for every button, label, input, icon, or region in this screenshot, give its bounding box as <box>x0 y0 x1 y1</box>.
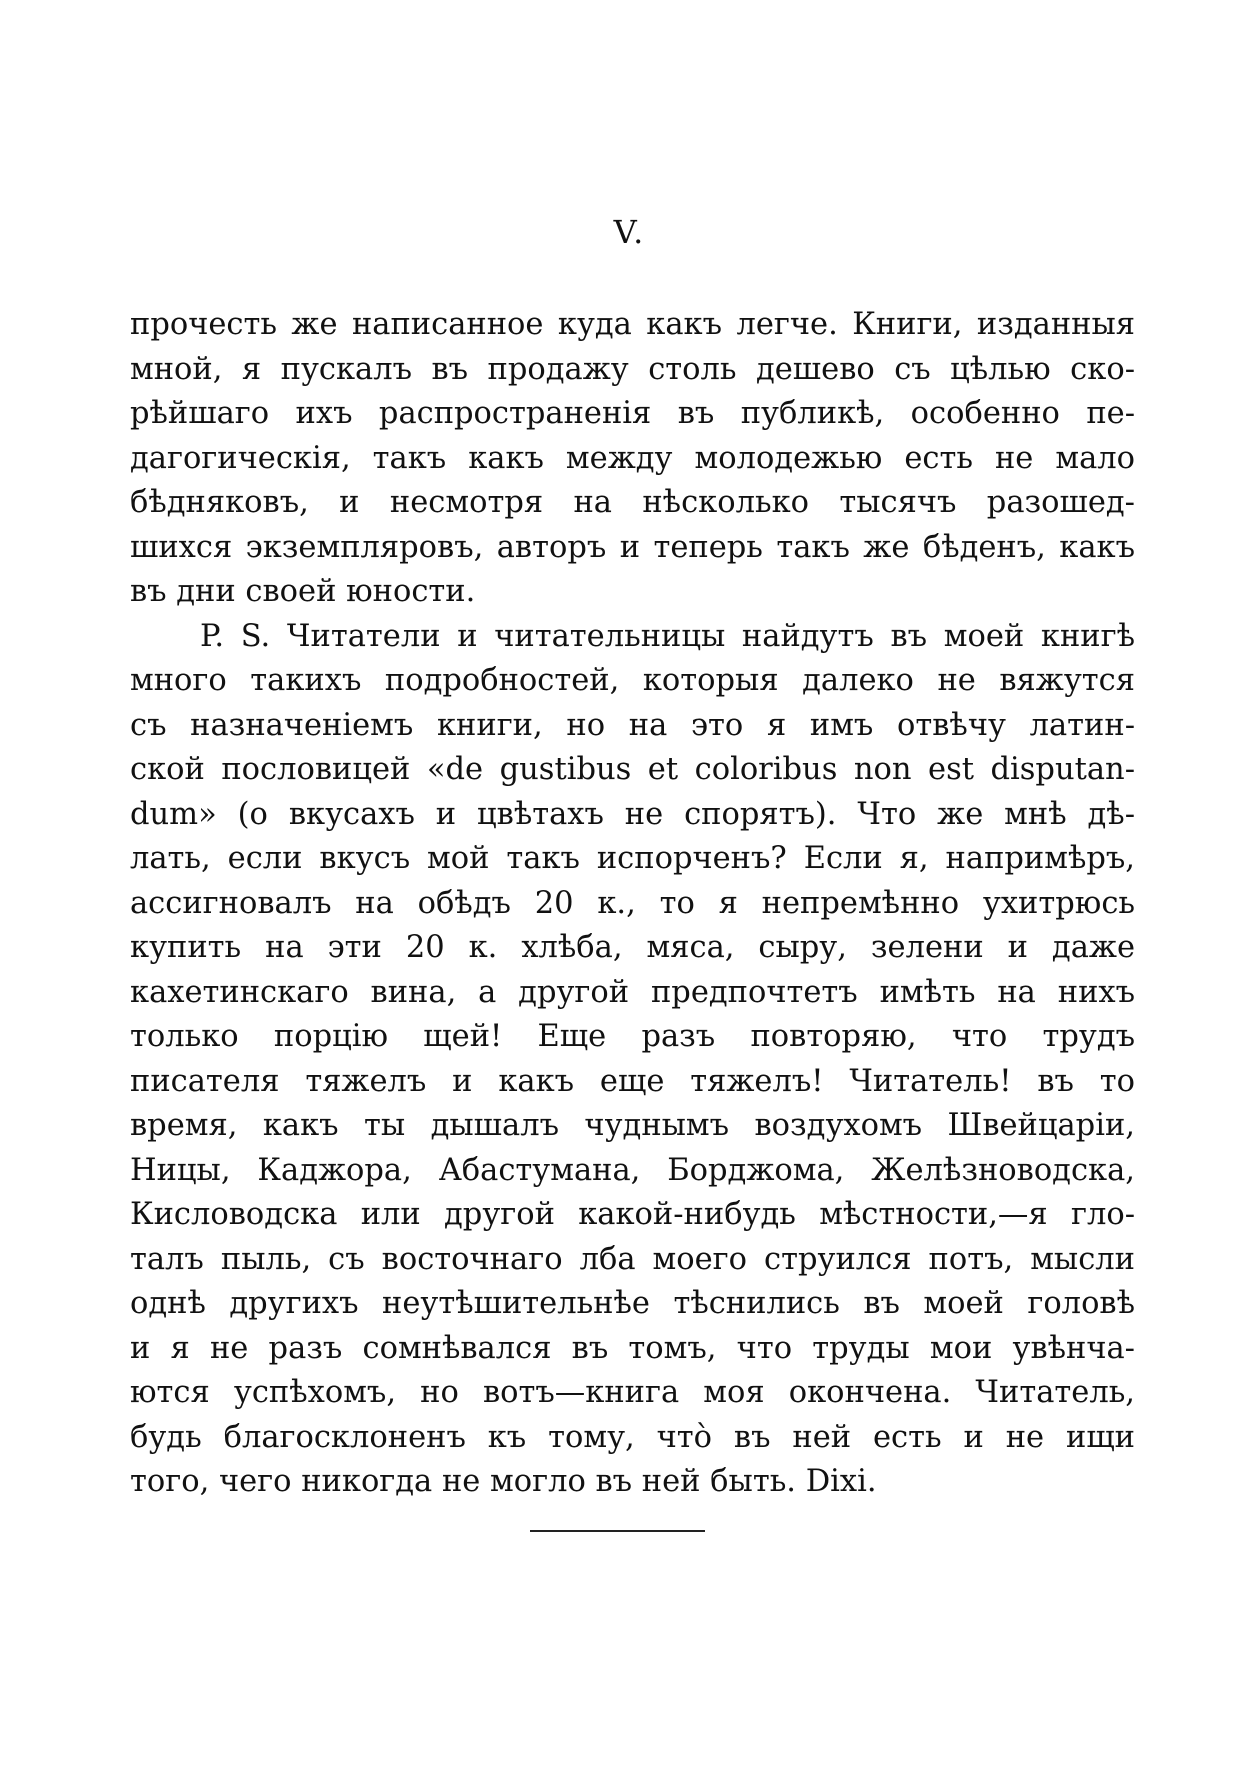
text-line: dum» (о вкусахъ и цвѣтахъ не спорятъ). Что же мнѣ дѣ- <box>130 796 1135 832</box>
text-line: того, чего никогда не могло въ ней быть. Dixi. <box>130 1464 877 1499</box>
text-line: Кисловодска или другой какой-нибудь мѣстности,—я гло- <box>130 1197 1135 1232</box>
text-line: бѣдняковъ, и несмотря на нѣсколько тысячъ разошед- <box>130 485 1135 520</box>
text-line: прочесть же написанное куда какъ легче. Книги, изданныя <box>130 307 1135 342</box>
text-line: въ дни своей юности. <box>130 574 476 609</box>
text-line: талъ пыль, съ восточнаго лба моего струился потъ, мысли <box>130 1241 1135 1277</box>
text-line: лать, если вкусъ мой такъ испорченъ? Если я, напримѣръ, <box>130 841 1135 876</box>
body-text <box>130 303 1135 1505</box>
text-line: ассигновалъ на обѣдъ 20 к., то я непремѣнно ухитрюсь <box>130 885 1135 921</box>
text-line: и я не разъ сомнѣвался въ томъ, что труды мои увѣнча- <box>130 1330 1135 1366</box>
text-line: будь благосклоненъ къ тому, что̀ въ ней есть и не ищи <box>130 1419 1135 1455</box>
text-line: ской пословицей «de gustibus et coloribus non est disputan- <box>130 752 1135 787</box>
text-line: дагогическія, такъ какъ между молодежью есть не мало <box>130 440 1135 476</box>
text-line: ются успѣхомъ, но вотъ—книга моя окончена. Читатель, <box>130 1375 1135 1410</box>
page-number: V. <box>613 213 646 251</box>
text-line: однѣ другихъ неутѣшительнѣе тѣснились въ моей головѣ <box>130 1286 1135 1321</box>
text-line: писателя тяжелъ и какъ еще тяжелъ! Читатель! въ то <box>130 1063 1135 1099</box>
text-line: Ницы, Каджора, Абастумана, Борджома, Желѣзноводска, <box>130 1152 1135 1188</box>
text-line: рѣйшаго ихъ распространенія въ публикѣ, особенно пе- <box>130 396 1135 431</box>
text-line: купить на эти 20 к. хлѣба, мяса, сыру, зелени и даже <box>130 930 1135 965</box>
text-line: мной, я пускалъ въ продажу столь дешево съ цѣлью ско- <box>130 351 1135 387</box>
text-line: P. S. Читатели и читательницы найдутъ въ моей книгѣ <box>200 618 1135 654</box>
text-line: съ назначеніемъ книги, но на это я имъ отвѣчу латин- <box>130 707 1135 743</box>
text-line: шихся экземпляровъ, авторъ и теперь такъ же бѣденъ, какъ <box>130 529 1135 565</box>
text-line: время, какъ ты дышалъ чуднымъ воздухомъ Швейцаріи, <box>130 1108 1135 1143</box>
end-rule <box>530 1530 705 1532</box>
text-line: много такихъ подробностей, которыя далеко не вяжутся <box>130 663 1135 698</box>
text-line: только порцію щей! Еще разъ повторяю, что трудъ <box>130 1019 1135 1054</box>
text-line: кахетинскаго вина, а другой предпочтетъ имѣть на нихъ <box>130 974 1135 1010</box>
